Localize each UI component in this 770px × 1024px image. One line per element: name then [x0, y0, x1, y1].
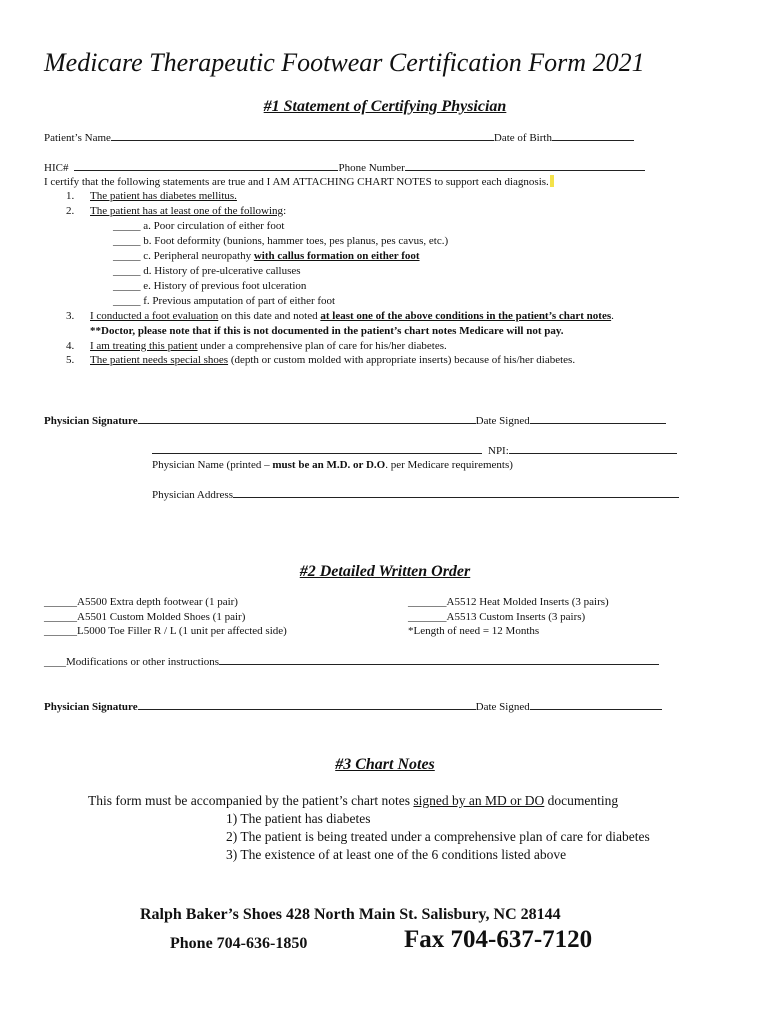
condition-f[interactable] [113, 295, 335, 307]
npi-label: NPI: [488, 445, 509, 457]
printed-name-a: Physician Name (printed – [152, 459, 273, 471]
item-3-part-c: at least one of the above conditions in the patient’s chart notes [320, 310, 612, 322]
item-3-number: 3. [66, 310, 75, 322]
physician-address-label: Physician Address [152, 489, 233, 501]
condition-a[interactable] [113, 220, 284, 232]
modifications-row [44, 655, 659, 668]
item-5-part-b: (depth or custom molded with appropriate inserts) because of his/her diabetes. [228, 354, 576, 366]
footer-fax: Fax 704-637-7120 [404, 926, 593, 953]
date-signed-label: Date Signed [475, 415, 530, 427]
dob-field[interactable] [552, 131, 634, 141]
modifications-checkbox[interactable]: ____ [44, 656, 66, 668]
item-4-part-a: I am treating this patient [90, 340, 198, 352]
item-4-part-b: under a comprehensive plan of care for his/her diabetes. [197, 340, 447, 352]
hic-row [44, 161, 645, 174]
order-l5000[interactable]: ______L5000 Toe Filler R / L (1 unit per affected side) [44, 625, 287, 637]
footer-phone: Phone 704-636-1850 [170, 935, 308, 952]
chart-point-1: 1) The patient has diabetes [226, 811, 371, 826]
item-5-number: 5. [66, 354, 75, 366]
date-signed-field[interactable] [530, 414, 666, 424]
physician-name-field[interactable] [152, 444, 482, 454]
physician-signature-field[interactable] [138, 414, 476, 424]
phone-label: Phone Number [338, 162, 405, 174]
patient-name-field[interactable] [111, 131, 494, 141]
intro-part-b: signed by an MD or DO [413, 793, 545, 808]
form-title: Medicare Therapeutic Footwear Certification Form 2021 [44, 48, 645, 77]
condition-f-blank[interactable]: _____ [113, 295, 141, 307]
order-a5512[interactable]: _______A5512 Heat Molded Inserts (3 pairs) [408, 596, 609, 608]
condition-a-text: a. Poor circulation of either foot [140, 220, 285, 232]
modifications-label: Modifications or other instructions [66, 656, 220, 668]
order-a5513[interactable]: _______A5513 Custom Inserts (3 pairs) [408, 611, 586, 623]
item-2-number: 2. [66, 205, 75, 217]
condition-b-text: b. Foot deformity (bunions, hammer toes, pes planus, pes cavus, etc.) [140, 235, 449, 247]
npi-row [152, 444, 677, 457]
doctor-note: **Doctor, please note that if this is not documented in the patient’s chart notes Medicare will not pay. [90, 325, 564, 337]
chart-point-2: 2) The patient is being treated under a comprehensive plan of care for diabetes [226, 829, 650, 844]
section1-heading: #1 Statement of Certifying Physician [263, 98, 507, 115]
item-5-text [90, 354, 575, 366]
chart-point-3: 3) The existence of at least one of the 6 conditions listed above [226, 847, 567, 862]
physician-address-row [152, 488, 679, 501]
physician-signature-label: Physician Signature [44, 415, 138, 427]
item-4-number: 4. [66, 340, 75, 352]
item-5-part-a: The patient needs special shoes [90, 354, 229, 366]
item-3-part-d: . [611, 310, 614, 322]
footer-company-address: Ralph Baker’s Shoes 428 North Main St. Salisbury, NC 28144 [140, 906, 561, 923]
section3-heading: #3 Chart Notes [335, 756, 435, 773]
printed-name-b: must be an M.D. or D.O [272, 459, 386, 471]
modifications-field[interactable] [219, 655, 659, 665]
hic-field[interactable] [74, 161, 338, 171]
order-signature-field[interactable] [138, 700, 476, 710]
item-1-number: 1. [66, 190, 75, 202]
item-2-text [90, 205, 286, 217]
physician-address-field[interactable] [233, 488, 679, 498]
item-3-text [90, 310, 614, 322]
order-date-signed-field[interactable] [530, 700, 662, 710]
hic-label: HIC# [44, 162, 69, 174]
condition-a-blank[interactable]: _____ [113, 220, 141, 232]
intro-part-a: This form must be accompanied by the patient’s chart notes [88, 793, 414, 808]
condition-d-text: d. History of pre-ulcerative calluses [140, 265, 301, 277]
condition-e-blank[interactable]: _____ [113, 280, 141, 292]
physician-signature-row-2 [44, 700, 662, 713]
condition-d[interactable] [113, 265, 301, 277]
condition-c-emphasis: with callus formation on either foot [253, 250, 420, 262]
dob-label: Date of Birth [493, 132, 552, 144]
condition-b[interactable] [113, 235, 448, 247]
intro-part-c: documenting [544, 793, 619, 808]
condition-e-text: e. History of previous foot ulceration [140, 280, 307, 292]
order-a5500[interactable]: ______A5500 Extra depth footwear (1 pair) [44, 596, 238, 608]
certify-statement [44, 175, 554, 188]
order-a5501[interactable]: ______A5501 Custom Molded Shoes (1 pair) [44, 611, 246, 623]
patient-name-row [44, 131, 634, 144]
condition-c-blank[interactable]: _____ [113, 250, 141, 262]
condition-f-text: f. Previous amputation of part of either foot [140, 295, 336, 307]
highlight-mark [550, 175, 554, 187]
item-2-colon: : [283, 205, 287, 217]
physician-signature-row-1 [44, 414, 666, 427]
certify-text: I certify that the following statements are true and I AM ATTACHING CHART NOTES to support each diagnosis. [44, 176, 549, 188]
item-3-part-b: on this date and noted [218, 310, 321, 322]
item-4-text [90, 340, 447, 352]
condition-c-text: c. Peripheral neuropathy [140, 250, 254, 262]
chart-notes-intro [88, 793, 618, 809]
order-signature-label: Physician Signature [44, 701, 138, 713]
item-1-text: The patient has diabetes mellitus. [90, 190, 237, 202]
condition-e[interactable] [113, 280, 306, 292]
order-date-signed-label: Date Signed [475, 701, 530, 713]
condition-c[interactable] [113, 250, 420, 262]
phone-field[interactable] [405, 161, 645, 171]
item-2-text-main: The patient has at least one of the following [90, 205, 284, 217]
section2-heading: #2 Detailed Written Order [299, 563, 471, 580]
patient-name-label: Patient’s Name [44, 132, 111, 144]
item-3-part-a: I conducted a foot evaluation [90, 310, 219, 322]
printed-name-c: . per Medicare requirements) [385, 459, 513, 471]
npi-field[interactable] [509, 444, 677, 454]
length-of-need: *Length of need = 12 Months [408, 625, 540, 637]
condition-d-blank[interactable]: _____ [113, 265, 141, 277]
physician-name-caption [152, 459, 513, 471]
condition-b-blank[interactable]: _____ [113, 235, 141, 247]
